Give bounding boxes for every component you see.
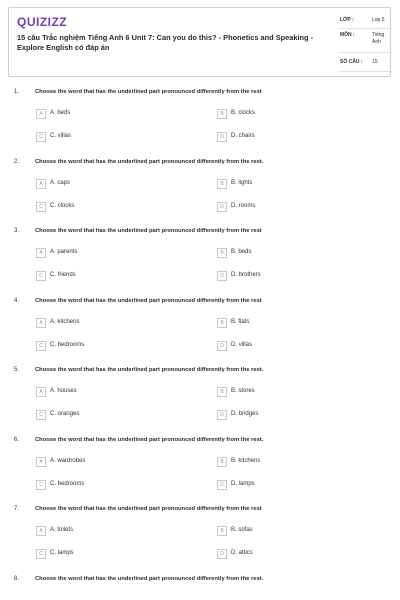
option-letter-box: A <box>36 387 46 397</box>
option-label: C. oranges <box>50 411 80 417</box>
option-letter-box: D <box>217 410 227 420</box>
meta-value: Tiếng Anh <box>372 32 385 45</box>
meta-key: SỐ CÂU : <box>340 59 363 65</box>
option-letter-box: C <box>36 410 46 420</box>
option-letter-box: B <box>217 109 227 119</box>
worksheet-title: 15 câu Trắc nghiệm Tiếng Anh 6 Unit 7: Can you do this? - Phonetics and Speaking - Explore English có đáp án <box>17 33 314 52</box>
option-label: B. beds <box>231 249 252 255</box>
option-label: D. rooms <box>231 202 256 209</box>
option-letter-box: B <box>217 387 227 397</box>
option-label: A. wardrobes <box>50 457 86 464</box>
option-letter-box: D <box>217 132 227 142</box>
option-label: C. bedrooms <box>50 480 85 487</box>
option-letter-box: C <box>36 132 46 142</box>
option-letter-box: C <box>36 480 46 490</box>
option-label: B. flats <box>231 318 250 325</box>
option-letter-box: D <box>217 271 227 281</box>
question-text: Choose the word that has the underlined part pronounced differently from the rest. <box>35 575 264 582</box>
option-label: B. lights <box>231 179 253 186</box>
question-text: Choose the word that has the underlined part pronounced differently from the rest. <box>35 367 264 373</box>
option-label: C. bedrooms <box>50 341 85 348</box>
question-text: Choose the word that has the underlined part pronounced differently from the rest <box>35 506 262 512</box>
question-number: 2. <box>14 158 20 165</box>
option-label: A. kitchens <box>50 318 80 325</box>
option-label: C. lamps <box>50 550 74 556</box>
meta-value: 15 <box>372 59 378 65</box>
option-label: D. brothers <box>231 272 261 278</box>
question-number: 7. <box>14 506 20 512</box>
question-number: 6. <box>14 436 20 443</box>
quizizz-logo: QUIZIZZ <box>17 15 68 29</box>
meta-panel <box>339 8 392 78</box>
option-label: C. villas <box>50 133 72 139</box>
option-letter-box: D <box>217 480 227 490</box>
option-label: A. parents <box>50 249 78 255</box>
option-label: A. toilets <box>50 527 74 533</box>
meta-key: LỚP : <box>340 17 354 23</box>
option-label: D. villas <box>231 341 253 348</box>
option-letter-box: A <box>36 457 46 467</box>
option-label: A. beds <box>50 110 71 116</box>
option-label: A. caps <box>50 179 71 186</box>
option-letter-box: C <box>36 202 46 212</box>
meta-key: MÔN : <box>340 32 355 38</box>
page-edge <box>0 596 400 600</box>
question-text: Choose the word that has the underlined part pronounced differently from the rest. <box>35 158 264 165</box>
question-number: 1. <box>14 89 20 95</box>
option-label: B. kitchens <box>231 457 261 464</box>
question-text: Choose the word that has the underlined part pronounced differently from the rest <box>35 297 262 304</box>
option-letter-box: C <box>36 341 46 351</box>
option-letter-box: D <box>217 549 227 559</box>
option-letter-box: D <box>217 341 227 351</box>
option-letter-box: C <box>36 271 46 281</box>
option-label: C. clocks <box>50 202 75 209</box>
option-letter-box: B <box>217 318 227 328</box>
option-label: B. sofas <box>231 527 253 533</box>
option-letter-box: B <box>217 526 227 536</box>
meta-value: Lop 6 <box>372 17 385 23</box>
option-letter-box: A <box>36 179 46 189</box>
question-text: Choose the word that has the underlined part pronounced differently from the rest. <box>35 436 264 443</box>
option-letter-box: B <box>217 457 227 467</box>
option-letter-box: B <box>217 179 227 189</box>
question-number: 4. <box>14 297 20 304</box>
option-letter-box: B <box>217 248 227 258</box>
question-number: 5. <box>14 367 20 373</box>
option-letter-box: A <box>36 109 46 119</box>
option-label: B. clocks <box>231 110 256 116</box>
divider <box>339 71 392 72</box>
divider <box>339 28 392 29</box>
option-label: D. lamps <box>231 480 255 487</box>
option-label: D. chairs <box>231 133 255 139</box>
question-number: 8. <box>14 575 20 582</box>
option-letter-box: D <box>217 202 227 212</box>
worksheet-header <box>8 7 391 77</box>
option-label: C. friends <box>50 272 76 278</box>
option-label: B. stores <box>231 388 255 394</box>
option-label: D. attics <box>231 550 253 556</box>
option-letter-box: A <box>36 318 46 328</box>
question-text: Choose the word that has the underlined part pronounced differently from the rest <box>35 89 262 95</box>
option-label: D. bridges <box>231 411 259 417</box>
question-text: Choose the word that has the underlined part pronounced differently from the rest <box>35 228 262 234</box>
divider <box>339 52 392 53</box>
question-number: 3. <box>14 228 20 234</box>
option-letter-box: C <box>36 549 46 559</box>
option-label: A. houses <box>50 388 77 394</box>
option-letter-box: A <box>36 248 46 258</box>
option-letter-box: A <box>36 526 46 536</box>
